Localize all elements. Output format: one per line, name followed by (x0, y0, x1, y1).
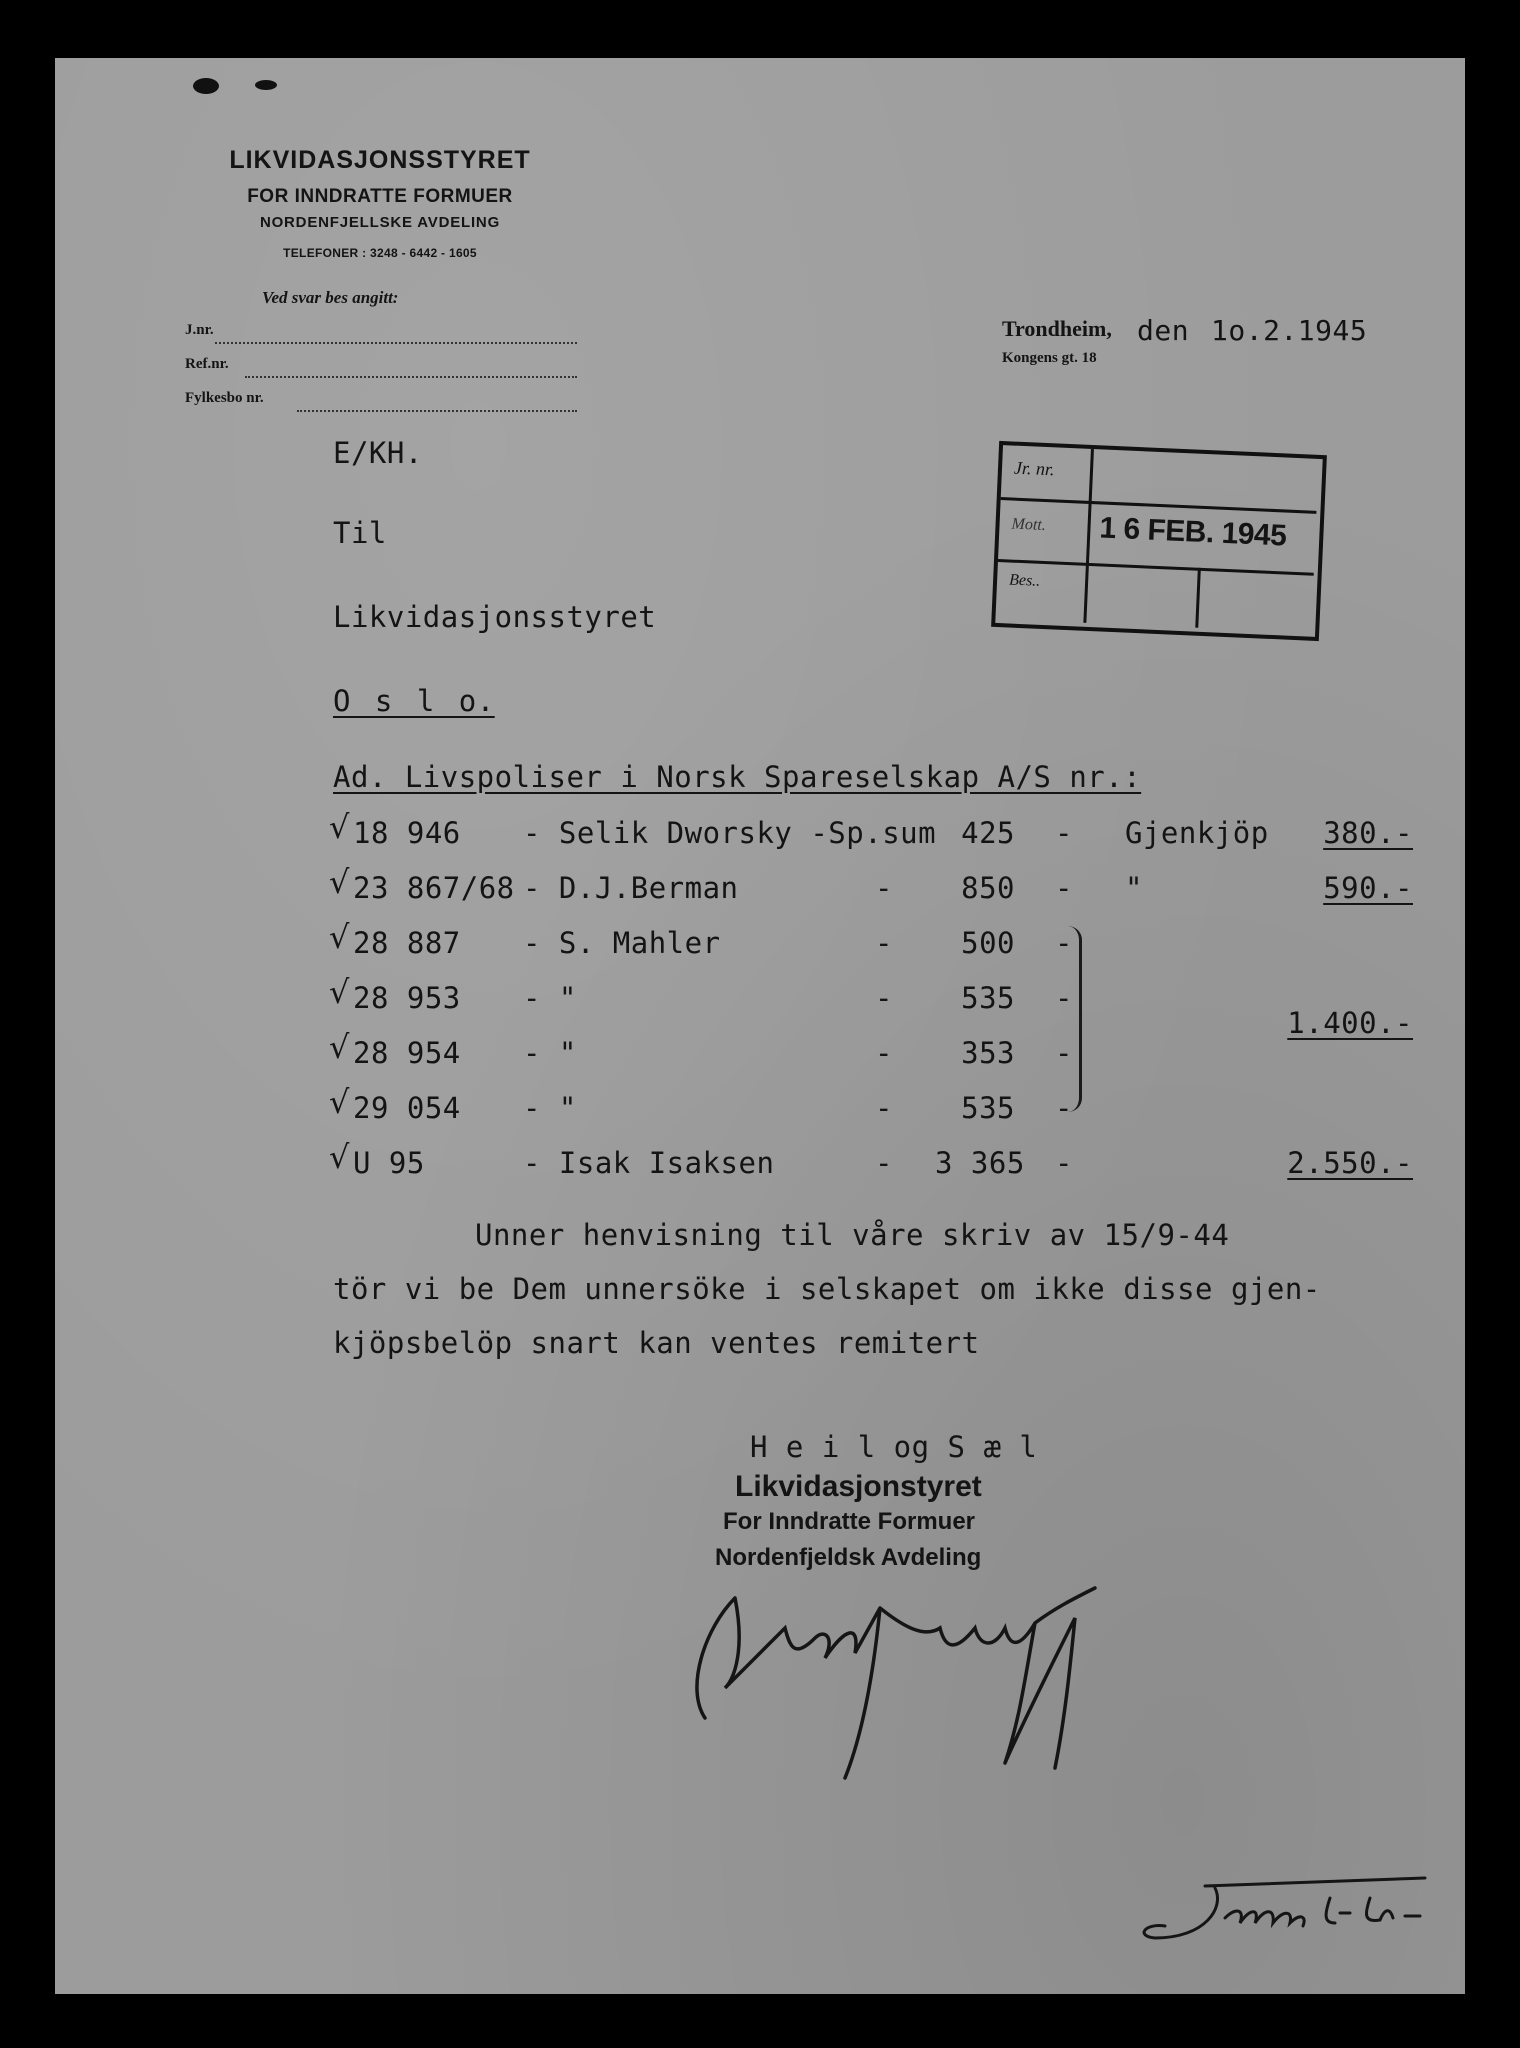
repurchase-amount: 590.- (1323, 871, 1413, 905)
body-line-1: Unner henvisning til våre skriv av 15/9-44 (475, 1218, 1230, 1252)
group-amount: 1.400.- (1287, 1006, 1413, 1040)
letterhead-line2: FOR INNDRATTE FORMUER (247, 186, 513, 207)
to-label: Til (333, 516, 387, 550)
policy-note: Gjenkjöp (1125, 816, 1269, 850)
checkmark-icon: √ (329, 918, 350, 956)
policy-sum: 850 (961, 871, 1015, 905)
policy-sum: 353 (961, 1036, 1015, 1070)
handwritten-initials (1135, 1868, 1435, 1948)
separator-dash: - (1055, 926, 1073, 960)
separator-dash: - (875, 926, 893, 960)
den-label: den (1137, 314, 1190, 347)
stamp-jr-label: Jr. nr. (1013, 457, 1055, 480)
reference-code: E/KH. (333, 436, 423, 470)
separator-dash: - (1055, 871, 1073, 905)
separator-dash: - (1055, 981, 1073, 1015)
body-line-2: tör vi be Dem unnersöke i selskapet om ikke disse gjen- (333, 1272, 1321, 1306)
fylke-label: Fylkesbo nr. (185, 390, 264, 406)
policy-sum: 3 365 (935, 1146, 1025, 1180)
letterhead-phones: TELEFONER : 3248 - 6442 - 1605 (283, 246, 477, 260)
checkmark-icon: √ (329, 1138, 350, 1176)
letterhead-org: LIKVIDASJONSSTYRET (229, 146, 531, 174)
policy-sum: 535 (961, 1091, 1015, 1125)
reply-note: Ved svar bes angitt: (262, 288, 399, 307)
separator-dash: - (875, 1146, 893, 1180)
group-brace (1065, 926, 1082, 1112)
subject-line: Ad. Livspoliser i Norsk Spareselskap A/S nr.: (333, 760, 1142, 794)
policy-holder: - " (523, 1091, 577, 1125)
ref-label: Ref.nr. (185, 356, 229, 372)
separator-dash: - (875, 1091, 893, 1125)
ink-speck (193, 78, 219, 94)
recipient-city: O s l o. (333, 684, 495, 718)
checkmark-icon: √ (329, 1083, 350, 1121)
repurchase-amount: 2.550.- (1287, 1146, 1413, 1180)
separator-dash: - (1055, 1036, 1073, 1070)
received-stamp (991, 441, 1327, 641)
separator-dash: - (1055, 1146, 1073, 1180)
policy-number: 18 946 (353, 816, 461, 850)
separator-dash: - (875, 1036, 893, 1070)
recipient-name: Likvidasjonsstyret (333, 600, 657, 634)
fylke-dotted-line (297, 410, 577, 412)
policy-sum: 535 (961, 981, 1015, 1015)
closing-stamp-line-2: For Inndratte Formuer (723, 1508, 976, 1535)
stamp-mott-label: Mott. (1011, 515, 1047, 535)
jnr-label: J.nr. (185, 322, 214, 338)
ref-dotted-line (245, 376, 577, 378)
policy-note: " (1125, 871, 1143, 905)
policy-holder: - " (523, 1036, 577, 1070)
policy-number: 28 887 (353, 926, 461, 960)
policy-holder: - Isak Isaksen (523, 1146, 775, 1180)
policy-holder: - " (523, 981, 577, 1015)
checkmark-icon: √ (329, 808, 350, 846)
policy-holder: - D.J.Berman (523, 871, 739, 905)
handwritten-signature (675, 1568, 1155, 1808)
policy-sum: 500 (961, 926, 1015, 960)
policy-number: 28 953 (353, 981, 461, 1015)
ink-speck (255, 80, 277, 90)
separator-dash: - (875, 981, 893, 1015)
policy-number: U 95 (353, 1146, 425, 1180)
checkmark-icon: √ (329, 1028, 350, 1066)
checkmark-icon: √ (329, 973, 350, 1011)
separator-dash: - (1055, 1091, 1073, 1125)
separator-dash: - (1055, 816, 1073, 850)
letterhead-line3: NORDENFJELLSKE AVDELING (259, 214, 501, 231)
stamp-bes-label: Bes.. (1008, 571, 1041, 590)
policy-number: 23 867/68 (353, 871, 515, 905)
document-page (55, 58, 1465, 1994)
separator-dash: - (875, 871, 893, 905)
address-label: Kongens gt. 18 (1002, 350, 1097, 366)
city-label: Trondheim, (1002, 316, 1112, 341)
policy-holder: - Selik Dworsky -Sp.sum (523, 816, 937, 850)
closing-greeting: H e i l og S æ l (750, 1430, 1038, 1464)
letter-date: 1o.2.1945 (1211, 314, 1368, 347)
policy-sum: 425 (961, 816, 1015, 850)
policy-number: 29 054 (353, 1091, 461, 1125)
closing-stamp-line-1: Likvidasjonstyret (735, 1470, 982, 1503)
policy-holder: - S. Mahler (523, 926, 721, 960)
stamp-date: 1 6 FEB. 1945 (1098, 511, 1288, 553)
policy-number: 28 954 (353, 1036, 461, 1070)
checkmark-icon: √ (329, 863, 350, 901)
jnr-dotted-line (215, 342, 577, 344)
body-line-3: kjöpsbelöp snart kan ventes remitert (333, 1326, 980, 1360)
repurchase-amount: 380.- (1323, 816, 1413, 850)
closing-stamp-line-3: Nordenfjeldsk Avdeling (715, 1544, 982, 1571)
